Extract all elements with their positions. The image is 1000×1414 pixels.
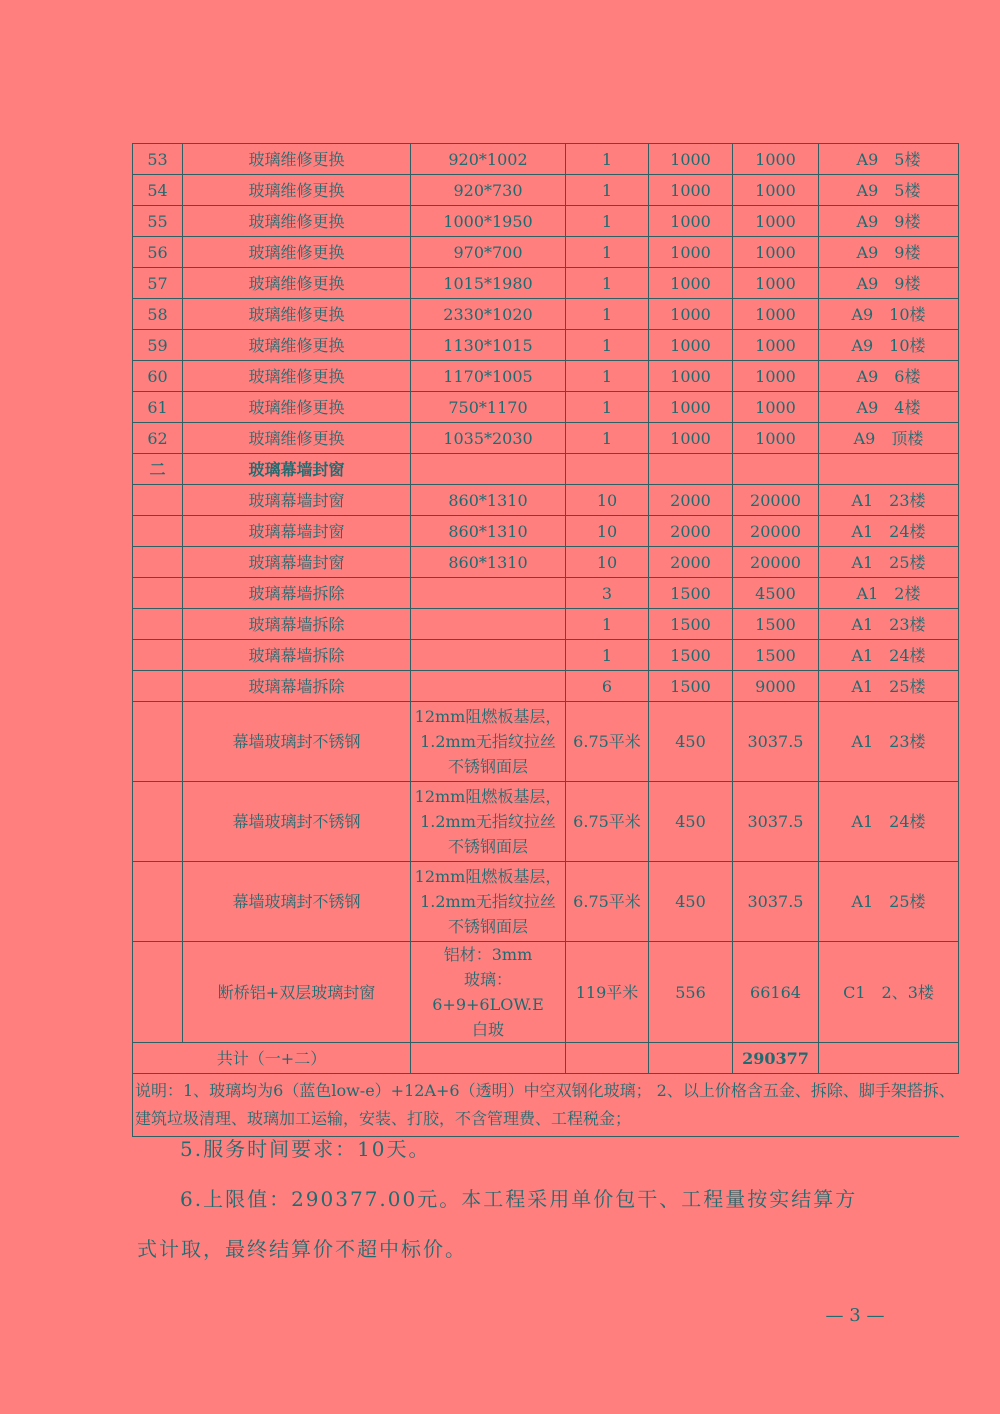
table-row bbox=[133, 485, 959, 516]
table-row bbox=[133, 671, 959, 702]
cell-amount bbox=[733, 454, 819, 485]
cell-location: A9 10楼 bbox=[819, 330, 959, 361]
cell-item-name: 玻璃维修更换 bbox=[183, 423, 411, 454]
table-row bbox=[133, 423, 959, 454]
table-row bbox=[133, 361, 959, 392]
page-number: — 3 — bbox=[825, 1305, 885, 1326]
limit-paragraph-line1: 6.上限值：290377.00元。本工程采用单价包干、工程量按实结算方 bbox=[180, 1187, 858, 1211]
cell-amount: 1000 bbox=[733, 299, 819, 330]
cell-item-name: 断桥铝+双层玻璃封窗 bbox=[183, 942, 411, 1043]
cell-unit-price: 1000 bbox=[649, 268, 733, 299]
table-row bbox=[133, 702, 959, 782]
cell-quantity bbox=[566, 454, 649, 485]
cell-location: A1 25楼 bbox=[819, 862, 959, 942]
cell-location: A1 23楼 bbox=[819, 485, 959, 516]
service-time-paragraph: 5.服务时间要求：10天。 bbox=[180, 1137, 431, 1161]
cell-amount: 20000 bbox=[733, 485, 819, 516]
cell-spec bbox=[411, 578, 566, 609]
cell-location: A9 9楼 bbox=[819, 237, 959, 268]
cell-spec bbox=[411, 609, 566, 640]
cell-amount: 3037.5 bbox=[733, 862, 819, 942]
cell-item-name: 玻璃维修更换 bbox=[183, 268, 411, 299]
table-row bbox=[133, 609, 959, 640]
cell-item-name: 玻璃幕墙封窗 bbox=[183, 485, 411, 516]
cell-item-name: 玻璃维修更换 bbox=[183, 175, 411, 206]
cell-location: A1 24楼 bbox=[819, 640, 959, 671]
cell-quantity: 6.75平米 bbox=[566, 702, 649, 782]
table-row bbox=[133, 782, 959, 862]
spec-line: 铝材：3mm bbox=[443, 945, 533, 964]
cell-location: A1 25楼 bbox=[819, 547, 959, 578]
table-row bbox=[133, 547, 959, 578]
table-row bbox=[133, 392, 959, 423]
table-row bbox=[133, 330, 959, 361]
table-row bbox=[133, 144, 959, 175]
cell-row-number bbox=[133, 942, 183, 1043]
spec-line: 1.2mm无指纹拉丝 bbox=[420, 732, 556, 751]
cell-row-number: 60 bbox=[133, 361, 183, 392]
cell-quantity: 10 bbox=[566, 516, 649, 547]
total-value: 290377 bbox=[733, 1043, 819, 1074]
cell-row-number: 二 bbox=[133, 454, 183, 485]
cell-quantity: 6.75平米 bbox=[566, 782, 649, 862]
cell-unit-price: 1000 bbox=[649, 175, 733, 206]
cell-item-name: 玻璃幕墙拆除 bbox=[183, 671, 411, 702]
spec-line: 白玻 bbox=[471, 1020, 504, 1039]
cell-spec: 1015*1980 bbox=[411, 268, 566, 299]
cell-spec bbox=[411, 942, 566, 1043]
spec-line: 1.2mm无指纹拉丝 bbox=[420, 812, 556, 831]
cell-item-name: 玻璃维修更换 bbox=[183, 361, 411, 392]
cell-row-number bbox=[133, 609, 183, 640]
cell-quantity: 1 bbox=[566, 330, 649, 361]
cell-row-number: 62 bbox=[133, 423, 183, 454]
cell-unit-price: 1000 bbox=[649, 206, 733, 237]
spec-line: 12mm阻燃板基层， bbox=[414, 867, 562, 886]
cell-unit-price: 1500 bbox=[649, 609, 733, 640]
spec-line: 不锈钢面层 bbox=[447, 757, 528, 776]
cell-quantity: 10 bbox=[566, 547, 649, 578]
cell-item-name: 玻璃幕墙拆除 bbox=[183, 578, 411, 609]
quote-table bbox=[132, 143, 959, 1137]
cell-row-number bbox=[133, 782, 183, 862]
cell-location: A1 24楼 bbox=[819, 516, 959, 547]
table-row bbox=[133, 175, 959, 206]
cell-amount: 1000 bbox=[733, 237, 819, 268]
cell-amount: 1500 bbox=[733, 640, 819, 671]
cell-row-number: 61 bbox=[133, 392, 183, 423]
cell-spec: 920*730 bbox=[411, 175, 566, 206]
cell-quantity: 6.75平米 bbox=[566, 862, 649, 942]
cell-quantity: 1 bbox=[566, 175, 649, 206]
cell-amount: 1000 bbox=[733, 330, 819, 361]
cell-row-number: 59 bbox=[133, 330, 183, 361]
cell-row-number: 56 bbox=[133, 237, 183, 268]
cell-location: A1 23楼 bbox=[819, 702, 959, 782]
cell-unit-price: 1000 bbox=[649, 144, 733, 175]
cell-quantity: 1 bbox=[566, 423, 649, 454]
cell-unit-price: 2000 bbox=[649, 547, 733, 578]
cell-amount: 1000 bbox=[733, 175, 819, 206]
cell-unit-price: 1000 bbox=[649, 299, 733, 330]
cell-location: A9 4楼 bbox=[819, 392, 959, 423]
cell-location: A9 9楼 bbox=[819, 206, 959, 237]
spec-line: 12mm阻燃板基层， bbox=[414, 707, 562, 726]
spec-line: 1.2mm无指纹拉丝 bbox=[420, 892, 556, 911]
cell-amount: 3037.5 bbox=[733, 782, 819, 862]
cell-row-number bbox=[133, 516, 183, 547]
spec-line: 玻璃：6+9+6LOW.E bbox=[432, 970, 544, 1014]
cell-unit-price: 1500 bbox=[649, 671, 733, 702]
cell-amount: 1000 bbox=[733, 144, 819, 175]
cell-quantity: 119平米 bbox=[566, 942, 649, 1043]
cell-quantity: 1 bbox=[566, 144, 649, 175]
cell-spec: 1000*1950 bbox=[411, 206, 566, 237]
note-row bbox=[133, 1074, 959, 1137]
cell-row-number: 54 bbox=[133, 175, 183, 206]
cell-spec bbox=[411, 454, 566, 485]
cell-row-number bbox=[133, 578, 183, 609]
table-row bbox=[133, 640, 959, 671]
cell-quantity: 6 bbox=[566, 671, 649, 702]
cell-item-name: 幕墙玻璃封不锈钢 bbox=[183, 862, 411, 942]
cell-location: A9 5楼 bbox=[819, 175, 959, 206]
cell-location: A9 9楼 bbox=[819, 268, 959, 299]
table-row bbox=[133, 299, 959, 330]
cell-amount: 1000 bbox=[733, 361, 819, 392]
cell-unit-price: 1000 bbox=[649, 330, 733, 361]
table-row bbox=[133, 454, 959, 485]
cell-quantity: 1 bbox=[566, 392, 649, 423]
cell-row-number: 58 bbox=[133, 299, 183, 330]
cell-unit-price: 2000 bbox=[649, 516, 733, 547]
cell-amount: 1000 bbox=[733, 392, 819, 423]
cell-unit-price: 1500 bbox=[649, 578, 733, 609]
cell-unit-price: 1000 bbox=[649, 237, 733, 268]
table-row bbox=[133, 268, 959, 299]
cell-quantity: 1 bbox=[566, 640, 649, 671]
cell-quantity: 1 bbox=[566, 609, 649, 640]
cell-row-number: 53 bbox=[133, 144, 183, 175]
cell-unit-price: 450 bbox=[649, 702, 733, 782]
table-row bbox=[133, 942, 959, 1043]
table-row bbox=[133, 862, 959, 942]
cell-quantity: 1 bbox=[566, 237, 649, 268]
cell-spec bbox=[411, 640, 566, 671]
cell-item-name: 玻璃维修更换 bbox=[183, 330, 411, 361]
cell-row-number bbox=[133, 485, 183, 516]
limit-paragraph-line2: 式计取，最终结算价不超中标价。 bbox=[137, 1237, 467, 1261]
cell-location: A1 23楼 bbox=[819, 609, 959, 640]
cell-spec bbox=[411, 782, 566, 862]
cell-item-name: 玻璃幕墙拆除 bbox=[183, 609, 411, 640]
cell-amount: 20000 bbox=[733, 516, 819, 547]
cell-row-number: 55 bbox=[133, 206, 183, 237]
cell-amount: 4500 bbox=[733, 578, 819, 609]
cell-spec bbox=[411, 862, 566, 942]
empty-cell bbox=[649, 1043, 733, 1074]
cell-spec: 1130*1015 bbox=[411, 330, 566, 361]
cell-unit-price: 556 bbox=[649, 942, 733, 1043]
cell-item-name: 玻璃幕墙封窗 bbox=[183, 454, 411, 485]
empty-cell bbox=[819, 1043, 959, 1074]
cell-spec: 1170*1005 bbox=[411, 361, 566, 392]
cell-location: A9 顶楼 bbox=[819, 423, 959, 454]
table-row bbox=[133, 578, 959, 609]
cell-spec: 860*1310 bbox=[411, 485, 566, 516]
table-row bbox=[133, 237, 959, 268]
cell-spec: 2330*1020 bbox=[411, 299, 566, 330]
table-row bbox=[133, 206, 959, 237]
empty-cell bbox=[411, 1043, 566, 1074]
cell-spec: 1035*2030 bbox=[411, 423, 566, 454]
cell-quantity: 1 bbox=[566, 299, 649, 330]
cell-item-name: 玻璃维修更换 bbox=[183, 206, 411, 237]
cell-location: C1 2、3楼 bbox=[819, 942, 959, 1043]
cell-unit-price bbox=[649, 454, 733, 485]
cell-location: A1 2楼 bbox=[819, 578, 959, 609]
cell-spec: 920*1002 bbox=[411, 144, 566, 175]
cell-row-number bbox=[133, 640, 183, 671]
cell-unit-price: 450 bbox=[649, 862, 733, 942]
cell-quantity: 3 bbox=[566, 578, 649, 609]
cell-location: A1 24楼 bbox=[819, 782, 959, 862]
cell-unit-price: 1500 bbox=[649, 640, 733, 671]
cell-unit-price: 1000 bbox=[649, 423, 733, 454]
table-row bbox=[133, 516, 959, 547]
cell-amount: 9000 bbox=[733, 671, 819, 702]
cell-spec bbox=[411, 702, 566, 782]
cell-spec bbox=[411, 671, 566, 702]
cell-item-name: 幕墙玻璃封不锈钢 bbox=[183, 782, 411, 862]
cell-location: A9 5楼 bbox=[819, 144, 959, 175]
cell-item-name: 玻璃幕墙封窗 bbox=[183, 547, 411, 578]
cell-spec: 860*1310 bbox=[411, 516, 566, 547]
cell-location: A9 10楼 bbox=[819, 299, 959, 330]
cell-row-number: 57 bbox=[133, 268, 183, 299]
spec-line: 不锈钢面层 bbox=[447, 917, 528, 936]
cell-row-number bbox=[133, 547, 183, 578]
cell-quantity: 1 bbox=[566, 206, 649, 237]
cell-location: A9 6楼 bbox=[819, 361, 959, 392]
cell-item-name: 玻璃维修更换 bbox=[183, 299, 411, 330]
cell-amount: 66164 bbox=[733, 942, 819, 1043]
cell-item-name: 玻璃维修更换 bbox=[183, 392, 411, 423]
cell-spec: 750*1170 bbox=[411, 392, 566, 423]
cell-unit-price: 1000 bbox=[649, 361, 733, 392]
cell-item-name: 玻璃维修更换 bbox=[183, 144, 411, 175]
cell-item-name: 幕墙玻璃封不锈钢 bbox=[183, 702, 411, 782]
cell-unit-price: 450 bbox=[649, 782, 733, 862]
cell-row-number bbox=[133, 702, 183, 782]
cell-unit-price: 1000 bbox=[649, 392, 733, 423]
table-note: 说明：1、玻璃均为6（蓝色low-e）+12A+6（透明）中空双钢化玻璃； 2、以上价格含五金、拆除、脚手架搭拆、建筑垃圾清理、玻璃加工运输，安装、打胶，不含管理费、工程税金； bbox=[133, 1074, 959, 1137]
cell-row-number bbox=[133, 862, 183, 942]
cell-item-name: 玻璃维修更换 bbox=[183, 237, 411, 268]
cell-amount: 1000 bbox=[733, 268, 819, 299]
cell-spec: 860*1310 bbox=[411, 547, 566, 578]
total-label: 共计（一+二） bbox=[133, 1043, 411, 1074]
cell-row-number bbox=[133, 671, 183, 702]
spec-line: 不锈钢面层 bbox=[447, 837, 528, 856]
cell-amount: 1500 bbox=[733, 609, 819, 640]
cell-quantity: 10 bbox=[566, 485, 649, 516]
total-row bbox=[133, 1043, 959, 1074]
cell-quantity: 1 bbox=[566, 361, 649, 392]
cell-amount: 3037.5 bbox=[733, 702, 819, 782]
cell-item-name: 玻璃幕墙封窗 bbox=[183, 516, 411, 547]
spec-line: 12mm阻燃板基层， bbox=[414, 787, 562, 806]
cell-amount: 20000 bbox=[733, 547, 819, 578]
empty-cell bbox=[566, 1043, 649, 1074]
cell-spec: 970*700 bbox=[411, 237, 566, 268]
cell-item-name: 玻璃幕墙拆除 bbox=[183, 640, 411, 671]
cell-location: A1 25楼 bbox=[819, 671, 959, 702]
cell-unit-price: 2000 bbox=[649, 485, 733, 516]
cell-amount: 1000 bbox=[733, 206, 819, 237]
cell-amount: 1000 bbox=[733, 423, 819, 454]
cell-quantity: 1 bbox=[566, 268, 649, 299]
cell-location bbox=[819, 454, 959, 485]
